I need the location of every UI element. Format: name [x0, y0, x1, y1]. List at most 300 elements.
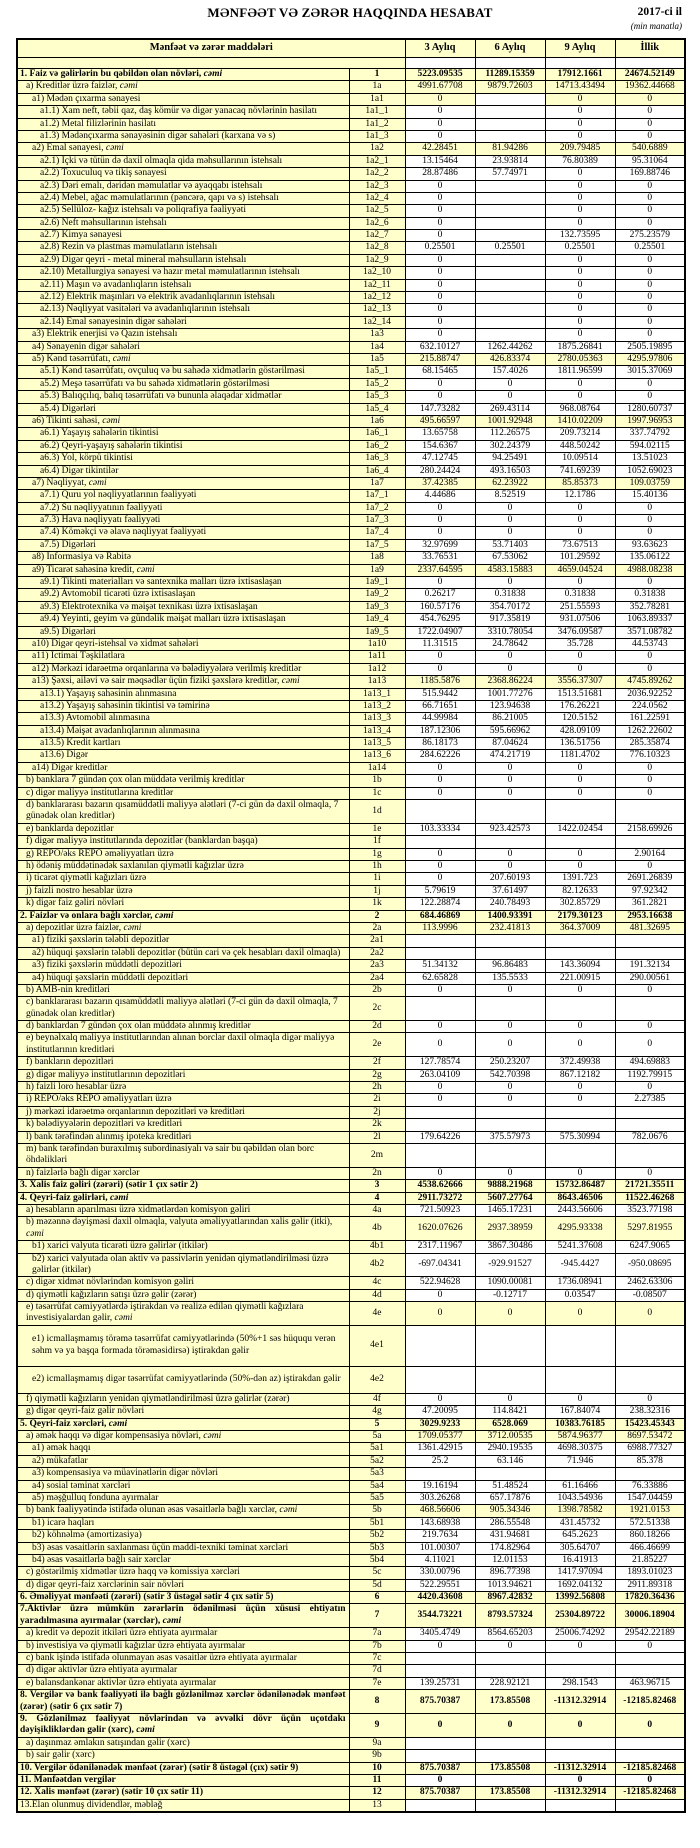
value-cell-illik: -12185.82468	[615, 1762, 685, 1774]
value-cell-illik: 0	[615, 205, 685, 217]
value-cell-3-aylik: 2317.11967	[405, 1241, 475, 1253]
table-header-row	[17, 39, 685, 58]
value-cell-6-aylik	[475, 192, 545, 204]
value-cell-3-aylik: -697.04341	[405, 1253, 475, 1277]
row-code: 1a13	[349, 676, 405, 688]
value-cell-illik: 15.40136	[615, 490, 685, 502]
table-row	[17, 663, 685, 675]
value-cell-3-aylik: 0	[405, 304, 475, 316]
row-code: 1a2_8	[349, 242, 405, 254]
value-cell-9-aylik: 2780.05363	[545, 353, 615, 365]
row-label: a1.3) Mədənçıxarma sənayəsinin digər sahələri (karxana və s)	[17, 130, 349, 142]
value-cell-illik: 0	[615, 391, 685, 403]
value-cell-9-aylik: 0	[545, 118, 615, 130]
value-cell-6-aylik	[475, 1774, 545, 1786]
row-code: 5a3	[349, 1468, 405, 1480]
value-cell-3-aylik: 0	[405, 267, 475, 279]
value-cell-3-aylik: 4.11021	[405, 1554, 475, 1566]
value-cell-illik: 44.53743	[615, 638, 685, 650]
value-cell-illik: 5297.81955	[615, 1217, 685, 1241]
pl-table-body	[17, 69, 685, 1813]
spacer-cell	[405, 58, 475, 69]
value-cell-illik: 1921.0153	[615, 1505, 685, 1517]
value-cell-6-aylik: 493.16503	[475, 465, 545, 477]
value-cell-6-aylik: 3310.78054	[475, 626, 545, 638]
value-cell-6-aylik: 375.57973	[475, 1131, 545, 1143]
row-code: 2l	[349, 1131, 405, 1143]
value-cell-illik	[615, 1143, 685, 1167]
value-cell-illik: 2036.92252	[615, 688, 685, 700]
table-row	[17, 1480, 685, 1492]
value-cell-3-aylik: 0.25501	[405, 242, 475, 254]
value-cell-illik: 3571.08782	[615, 626, 685, 638]
value-cell-illik: 0	[615, 1033, 685, 1057]
row-label: a7.2) Su nəqliyyatının fəaliyyəti	[17, 502, 349, 514]
value-cell-illik: 3523.77198	[615, 1204, 685, 1216]
column-header-3m: 3 Aylıq	[405, 39, 475, 58]
value-cell-3-aylik: 0	[405, 1094, 475, 1106]
row-code: 1a2_10	[349, 267, 405, 279]
row-code: 2a1	[349, 935, 405, 947]
value-cell-illik: 0	[615, 1393, 685, 1405]
row-label: 10. Vergilər ödənilənədək mənfəət (zərər) (sətir 8 üstəgəl (çıx) sətir 9)	[17, 1762, 349, 1774]
spacer-cell	[17, 58, 405, 69]
value-cell-6-aylik: 1400.93391	[475, 910, 545, 922]
value-cell-3-aylik: 0	[405, 391, 475, 403]
spacer-row	[17, 58, 685, 69]
value-cell-illik: 463.96715	[615, 1677, 685, 1689]
row-code: 13	[349, 1799, 405, 1812]
value-cell-6-aylik: -929.91527	[475, 1253, 545, 1277]
row-label: f) bankların depozitləri	[17, 1057, 349, 1069]
spacer-cell	[545, 58, 615, 69]
value-cell-illik: 13.51023	[615, 453, 685, 465]
value-cell-illik: 0	[615, 329, 685, 341]
table-row	[17, 192, 685, 204]
value-cell-illik: -0.08507	[615, 1289, 685, 1301]
row-label: c) bank işində istifadə olunmayan əsas vəsaitlər üzrə ehtiyata ayırmalar	[17, 1653, 349, 1665]
value-cell-9-aylik: 0	[545, 848, 615, 860]
value-cell-3-aylik: 0	[405, 873, 475, 885]
row-code: 1k	[349, 898, 405, 910]
table-row	[17, 1094, 685, 1106]
value-cell-9-aylik: 0	[545, 1302, 615, 1326]
row-code: 1i	[349, 873, 405, 885]
row-code: 1j	[349, 885, 405, 897]
table-row	[17, 1530, 685, 1542]
row-label: b2) xarici valyutada olan aktiv və passivlərin yenidən qiymətləndirilməsi üzrə gəlirlər (itkilər)	[17, 1253, 349, 1277]
table-row	[17, 1787, 685, 1799]
value-cell-3-aylik	[405, 1665, 475, 1677]
value-cell-6-aylik: 3712.00535	[475, 1431, 545, 1443]
value-cell-6-aylik: 0	[475, 775, 545, 787]
value-cell-9-aylik: 5241.37608	[545, 1241, 615, 1253]
value-cell-9-aylik: 1181.4702	[545, 750, 615, 762]
value-cell-illik	[615, 1665, 685, 1677]
report-year: 2017-ci il	[637, 6, 682, 18]
value-cell-illik: 1192.79915	[615, 1069, 685, 1081]
value-cell-6-aylik: 228.92121	[475, 1677, 545, 1689]
row-code: 2f	[349, 1057, 405, 1069]
value-cell-illik: 4988.08238	[615, 564, 685, 576]
value-cell-3-aylik: 0	[405, 861, 475, 873]
value-cell-9-aylik: 0	[545, 391, 615, 403]
value-cell-3-aylik	[405, 836, 475, 848]
value-cell-6-aylik	[475, 947, 545, 959]
value-cell-6-aylik: 0	[475, 1393, 545, 1405]
value-cell-6-aylik: 5607.27764	[475, 1192, 545, 1204]
row-code: 2c	[349, 997, 405, 1021]
value-cell-3-aylik: 5.79619	[405, 885, 475, 897]
value-cell-6-aylik	[475, 230, 545, 242]
row-code: 1a7_4	[349, 527, 405, 539]
row-code: 2i	[349, 1094, 405, 1106]
table-row	[17, 1204, 685, 1216]
row-label: e) beynəlxalq maliyyə institutlarından alınan borclar daxil olmaqla digər maliyyə institutlarının kreditləri	[17, 1033, 349, 1057]
row-label: b) investisiya və qiymətli kağızlar üzrə ehtiyata ayırmalar	[17, 1640, 349, 1652]
value-cell-6-aylik	[475, 180, 545, 192]
table-row	[17, 1217, 685, 1241]
row-code: 1a9_3	[349, 601, 405, 613]
value-cell-3-aylik: 0	[405, 254, 475, 266]
value-cell-6-aylik	[475, 93, 545, 105]
value-cell-6-aylik: 0	[475, 1167, 545, 1179]
row-label: a7.1) Quru yol nəqliyyatlarının fəaliyyəti	[17, 490, 349, 502]
value-cell-6-aylik: 62.23922	[475, 477, 545, 489]
row-code: 4b2	[349, 1253, 405, 1277]
value-cell-6-aylik	[475, 217, 545, 229]
value-cell-6-aylik	[475, 329, 545, 341]
value-cell-6-aylik: 0	[475, 861, 545, 873]
row-label: a1.1) Xam neft, təbii qaz, daş kömür və digər yanacaq növlərinin hasilatı	[17, 106, 349, 118]
row-label: h) ödəniş müddətinədək saxlanılan qiymətli kağızlar üzrə	[17, 861, 349, 873]
row-code: 1a7	[349, 477, 405, 489]
value-cell-6-aylik: 1001.77276	[475, 688, 545, 700]
value-cell-illik: 0	[615, 192, 685, 204]
value-cell-9-aylik: 1875.26841	[545, 341, 615, 353]
value-cell-9-aylik: 1398.78582	[545, 1505, 615, 1517]
value-cell-6-aylik: 2368.86224	[475, 676, 545, 688]
value-cell-9-aylik: -945.4427	[545, 1253, 615, 1277]
row-label: i) REPO/əks REPO əməliyyatları üzrə	[17, 1094, 349, 1106]
column-header-9m: 9 Aylıq	[545, 39, 615, 58]
value-cell-3-aylik: 1361.42915	[405, 1443, 475, 1455]
table-row	[17, 1505, 685, 1517]
value-cell-6-aylik: 240.78493	[475, 898, 545, 910]
row-label: b) AMB-nin kreditləri	[17, 984, 349, 996]
row-code: 1	[349, 69, 405, 81]
table-row	[17, 1431, 685, 1443]
value-cell-illik: 238.32316	[615, 1406, 685, 1418]
table-row	[17, 725, 685, 737]
row-label: d) banklardan 7 gündən çox olan müddətə alınmış kreditlər	[17, 1021, 349, 1033]
value-cell-6-aylik: 114.8421	[475, 1406, 545, 1418]
row-code: 2b	[349, 984, 405, 996]
row-label: k) digər faiz gəliri növləri	[17, 898, 349, 910]
value-cell-6-aylik: 81.94286	[475, 143, 545, 155]
table-row	[17, 762, 685, 774]
row-label: a7.3) Hava nəqliyyatı fəaliyyəti	[17, 515, 349, 527]
table-row	[17, 440, 685, 452]
table-row	[17, 1069, 685, 1081]
row-code: 1a	[349, 81, 405, 93]
value-cell-3-aylik	[405, 800, 475, 824]
value-cell-6-aylik: 431.94681	[475, 1530, 545, 1542]
row-code: 1a12	[349, 663, 405, 675]
value-cell-3-aylik	[405, 1325, 475, 1366]
value-cell-3-aylik: 103.33334	[405, 823, 475, 835]
value-cell-9-aylik: 0	[545, 775, 615, 787]
value-cell-3-aylik: 0	[405, 527, 475, 539]
row-label: a2.10) Metallurgiya sənayesi və hazır metal məmulatlarının istehsalı	[17, 267, 349, 279]
row-code: 1a5_1	[349, 366, 405, 378]
row-code: 2d	[349, 1021, 405, 1033]
value-cell-9-aylik: 1410.02209	[545, 415, 615, 427]
value-cell-9-aylik: 4698.30375	[545, 1443, 615, 1455]
value-cell-9-aylik: 867.12182	[545, 1069, 615, 1081]
table-row	[17, 1106, 685, 1118]
row-code: 4e	[349, 1302, 405, 1326]
table-row	[17, 836, 685, 848]
row-label: a6.4) Digər tikintilər	[17, 465, 349, 477]
value-cell-9-aylik: 101.29592	[545, 552, 615, 564]
value-cell-illik: 0	[615, 118, 685, 130]
value-cell-9-aylik: 2443.56606	[545, 1204, 615, 1216]
value-cell-3-aylik: 219.7634	[405, 1530, 475, 1542]
table-row	[17, 787, 685, 799]
table-row	[17, 366, 685, 378]
value-cell-3-aylik: 0	[405, 1289, 475, 1301]
value-cell-3-aylik: 0	[405, 1082, 475, 1094]
value-cell-illik	[615, 1119, 685, 1131]
value-cell-3-aylik: 522.29551	[405, 1579, 475, 1591]
value-cell-6-aylik: 0	[475, 527, 545, 539]
value-cell-9-aylik: 741.69239	[545, 465, 615, 477]
row-label: a2.8) Rezin və plastmas məmulatların istehsalı	[17, 242, 349, 254]
row-code: 8	[349, 1690, 405, 1714]
value-cell-9-aylik: 0	[545, 787, 615, 799]
row-label: a2) hüquqi şəxslərin tələbli depozitlər (bütün cari və çek hesabları daxil olmaqla)	[17, 947, 349, 959]
value-cell-6-aylik: 37.61497	[475, 885, 545, 897]
value-cell-6-aylik: 474.21719	[475, 750, 545, 762]
value-cell-6-aylik: 0	[475, 577, 545, 589]
row-code: 1a1_1	[349, 106, 405, 118]
value-cell-6-aylik: 286.55548	[475, 1517, 545, 1529]
value-cell-9-aylik: 0	[545, 577, 615, 589]
row-code: 1d	[349, 800, 405, 824]
value-cell-illik: 466.46699	[615, 1542, 685, 1554]
value-cell-illik	[615, 947, 685, 959]
row-label: c) digər xidmət növlərindən komisyon gəliri	[17, 1277, 349, 1289]
value-cell-9-aylik: 448.50242	[545, 440, 615, 452]
row-code: 12	[349, 1787, 405, 1799]
value-cell-illik: 275.23579	[615, 230, 685, 242]
row-label: a1) Mədən çıxarma sənayesi	[17, 93, 349, 105]
value-cell-illik: 285.35874	[615, 738, 685, 750]
row-code: 1a2_1	[349, 155, 405, 167]
value-cell-6-aylik	[475, 1366, 545, 1393]
table-row	[17, 589, 685, 601]
value-cell-9-aylik	[545, 1325, 615, 1366]
value-cell-6-aylik: 57.74971	[475, 168, 545, 180]
value-cell-9-aylik: 1391.723	[545, 873, 615, 885]
value-cell-6-aylik: 1262.44262	[475, 341, 545, 353]
row-code: 2a4	[349, 972, 405, 984]
row-code: 1a7_1	[349, 490, 405, 502]
row-code: 5a5	[349, 1492, 405, 1504]
row-label: a9) Ticarət sahəsinə kredit, cəmi	[17, 564, 349, 576]
value-cell-3-aylik: 127.78574	[405, 1057, 475, 1069]
value-cell-6-aylik: 0	[475, 515, 545, 527]
value-cell-3-aylik: 1709.05377	[405, 1431, 475, 1443]
value-cell-9-aylik: 0	[545, 267, 615, 279]
row-label: 6. Əməliyyat mənfəəti (zərəri) (sətir 3 üstəgəl sətir 4 çıx sətir 5)	[17, 1592, 349, 1604]
row-label: e) banklarda depozitlər	[17, 823, 349, 835]
table-row	[17, 1554, 685, 1566]
value-cell-illik: 0	[615, 93, 685, 105]
row-code: 9	[349, 1714, 405, 1738]
value-cell-3-aylik: 25.2	[405, 1455, 475, 1467]
row-label: j) faizli nostro hesablar üzrə	[17, 885, 349, 897]
row-label: a13.6) Digər	[17, 750, 349, 762]
table-row	[17, 738, 685, 750]
row-label: b3) əsas vəsaitlərin saxlanması üçün maddi-texniki təminat xərcləri	[17, 1542, 349, 1554]
value-cell-9-aylik: 0	[545, 378, 615, 390]
row-code: 5b4	[349, 1554, 405, 1566]
value-cell-illik: 30006.18904	[615, 1604, 685, 1628]
value-cell-6-aylik: 905.34346	[475, 1505, 545, 1517]
page-header	[0, 0, 700, 38]
value-cell-3-aylik: 11.31515	[405, 638, 475, 650]
value-cell-3-aylik: 0	[405, 1167, 475, 1179]
value-cell-9-aylik	[545, 1119, 615, 1131]
value-cell-illik: 860.18266	[615, 1530, 685, 1542]
value-cell-3-aylik	[405, 1750, 475, 1762]
row-label: c) banklararası bazarın qısamüddətli maliyyə alətləri (7-ci gün də daxil olmaqla, 7 günədək olan kreditlər)	[17, 997, 349, 1021]
value-cell-illik	[615, 997, 685, 1021]
value-cell-6-aylik: 67.53062	[475, 552, 545, 564]
value-cell-3-aylik: 0	[405, 230, 475, 242]
value-cell-9-aylik: 209.73214	[545, 428, 615, 440]
table-row	[17, 638, 685, 650]
value-cell-illik: 4295.97806	[615, 353, 685, 365]
value-cell-9-aylik: 0	[545, 192, 615, 204]
value-cell-3-aylik: 0	[405, 279, 475, 291]
table-row	[17, 118, 685, 130]
value-cell-6-aylik: 123.94638	[475, 700, 545, 712]
row-code: 1a10	[349, 638, 405, 650]
table-row	[17, 775, 685, 787]
row-label: a13.4) Məişət avadanlıqlarının alınmasına	[17, 725, 349, 737]
row-code: 1a13_5	[349, 738, 405, 750]
value-cell-9-aylik: 0	[545, 762, 615, 774]
row-label: a13.3) Avtomobil alınmasına	[17, 713, 349, 725]
table-row	[17, 713, 685, 725]
value-cell-3-aylik: 62.65828	[405, 972, 475, 984]
value-cell-9-aylik: 61.16466	[545, 1480, 615, 1492]
value-cell-illik: 169.88746	[615, 168, 685, 180]
value-cell-3-aylik: 0	[405, 1393, 475, 1405]
table-row	[17, 1393, 685, 1405]
table-row	[17, 341, 685, 353]
value-cell-9-aylik: 15732.86487	[545, 1180, 615, 1192]
row-label: a4) Sənayenin digər sahələri	[17, 341, 349, 353]
value-cell-3-aylik: 0	[405, 106, 475, 118]
row-label: a2.6) Neft məhsullarının istehsalı	[17, 217, 349, 229]
value-cell-9-aylik: 0	[545, 292, 615, 304]
value-cell-3-aylik: 721.50923	[405, 1204, 475, 1216]
value-cell-3-aylik: 0	[405, 1033, 475, 1057]
value-cell-6-aylik: 0.31838	[475, 589, 545, 601]
table-row	[17, 564, 685, 576]
value-cell-6-aylik: 250.23207	[475, 1057, 545, 1069]
value-cell-illik: 19362.44668	[615, 81, 685, 93]
value-cell-3-aylik: 0	[405, 192, 475, 204]
value-cell-illik: 85.378	[615, 1455, 685, 1467]
row-code: 2a2	[349, 947, 405, 959]
value-cell-illik: 224.0562	[615, 700, 685, 712]
value-cell-3-aylik	[405, 1119, 475, 1131]
value-cell-3-aylik: 0	[405, 502, 475, 514]
value-cell-9-aylik: 0	[545, 304, 615, 316]
table-row	[17, 1774, 685, 1786]
value-cell-3-aylik: 0	[405, 762, 475, 774]
row-label: a9.4) Yeyinti, geyim və gündəlik məişət malları üzrə ixtisaslaşan	[17, 614, 349, 626]
value-cell-3-aylik: 4.44686	[405, 490, 475, 502]
value-cell-illik	[615, 1653, 685, 1665]
value-cell-9-aylik: 0	[545, 651, 615, 663]
table-row	[17, 69, 685, 81]
row-label: c) digər maliyyə institutlarına kreditlər	[17, 787, 349, 799]
row-label: a6.2) Qeyri-yaşayış sahələrin tikintisi	[17, 440, 349, 452]
table-row	[17, 180, 685, 192]
table-row	[17, 415, 685, 427]
table-row	[17, 143, 685, 155]
value-cell-6-aylik: 0	[475, 848, 545, 860]
row-label: a1) əmək haqqı	[17, 1443, 349, 1455]
value-cell-illik	[615, 1737, 685, 1749]
row-code: 1a5_3	[349, 391, 405, 403]
value-cell-illik: 0	[615, 130, 685, 142]
value-cell-3-aylik: 495.66597	[405, 415, 475, 427]
value-cell-9-aylik: 8643.46506	[545, 1192, 615, 1204]
value-cell-6-aylik: 0	[475, 663, 545, 675]
row-label: a3) Elektrik enerjisi və Qazın istehsalı	[17, 329, 349, 341]
value-cell-3-aylik: 263.04109	[405, 1069, 475, 1081]
value-cell-3-aylik: 875.70387	[405, 1787, 475, 1799]
value-cell-illik: 135.06122	[615, 552, 685, 564]
row-code: 1e	[349, 823, 405, 835]
table-row	[17, 1082, 685, 1094]
value-cell-3-aylik	[405, 997, 475, 1021]
value-cell-illik: 0	[615, 651, 685, 663]
value-cell-6-aylik	[475, 1143, 545, 1167]
value-cell-6-aylik: 112.26575	[475, 428, 545, 440]
value-cell-3-aylik: 13.65758	[405, 428, 475, 440]
table-row	[17, 1592, 685, 1604]
row-label: a2.12) Elektrik maşınları və elektrik avadanlıqlarının istehsalı	[17, 292, 349, 304]
row-code: 1a7_2	[349, 502, 405, 514]
table-row	[17, 947, 685, 959]
value-cell-6-aylik	[475, 1665, 545, 1677]
row-label: a2.5) Sellüloz- kağız istehsalı və poliqrafiya fəaliyyəti	[17, 205, 349, 217]
row-code: 1a13_4	[349, 725, 405, 737]
table-row	[17, 1253, 685, 1277]
value-cell-illik: 15423.45343	[615, 1418, 685, 1430]
value-cell-9-aylik: 931.07506	[545, 614, 615, 626]
value-cell-3-aylik: 0	[405, 1302, 475, 1326]
table-row	[17, 651, 685, 663]
